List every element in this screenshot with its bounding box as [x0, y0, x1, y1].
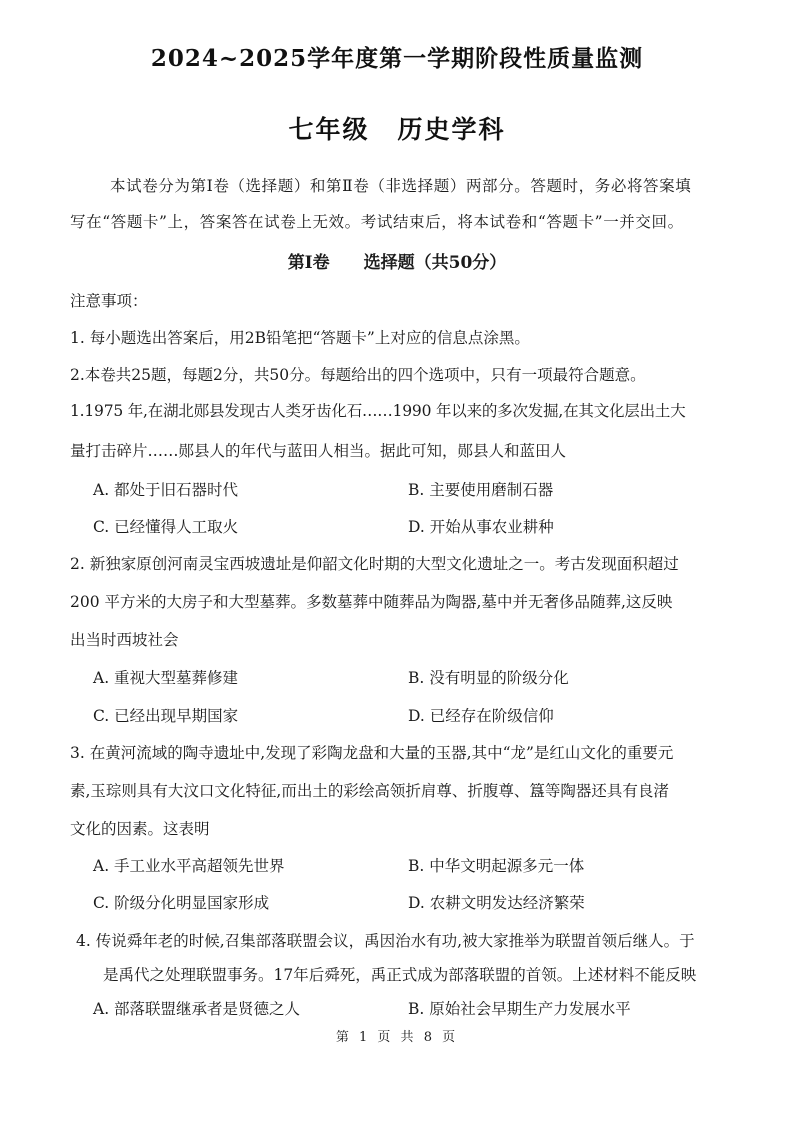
intro-line-2: 写在“答题卡”上，答案答在试卷上无效。考试结束后，将本试卷和“答题卡”一并交回。: [70, 213, 684, 231]
q2-line-2: 200 平方米的大房子和大型墓葬。多数墓葬中随葬品为陶器,墓中并无奢侈品随葬,这反映: [70, 593, 673, 611]
q4-option-b: B. 原始社会早期生产力发展水平: [408, 1000, 631, 1018]
q3-option-c: C. 阶级分化明显国家形成: [93, 894, 270, 912]
q2-option-c: C. 已经出现早期国家: [93, 707, 239, 725]
notes-heading: 注意事项：: [70, 292, 148, 310]
notes-item-1: 1. 每小题选出答案后，用2B铅笔把“答题卡”上对应的信息点涂黑。: [70, 329, 530, 347]
q1-option-b: B. 主要使用磨制石器: [408, 481, 554, 499]
q1-option-a: A. 都处于旧石器时代: [93, 481, 239, 499]
q3-option-a: A. 手工业水平高超领先世界: [93, 857, 285, 875]
section-heading: [0, 248, 794, 273]
q1-line-1: 1.1975 年,在湖北郧县发现古人类牙齿化石……1990 年以来的多次发掘,在其文化层出土大: [70, 402, 686, 420]
section-name: 选择题（共50分）: [363, 253, 507, 273]
notes-item-2: 2.本卷共25题，每题2分，共50分。每题给出的四个选项中，只有一项最符合题意。: [70, 366, 646, 384]
page-footer: 第 1 页 共 8 页: [335, 1030, 459, 1045]
q3-line-3: 文化的因素。这表明: [70, 820, 210, 838]
intro-line-1: 本试卷分为第Ⅰ卷（选择题）和第Ⅱ卷（非选择题）两部分。答题时，务必将答案填: [110, 177, 692, 195]
subject-label: 历史学科: [397, 115, 506, 144]
q1-option-c: C. 已经懂得人工取火: [93, 518, 239, 536]
q3-line-1: 3. 在黄河流域的陶寺遗址中,发现了彩陶龙盘和大量的玉器,其中“龙”是红山文化的重要元: [70, 744, 674, 762]
q3-option-b: B. 中华文明起源多元一体: [408, 857, 585, 875]
grade-label: 七年级: [288, 115, 370, 144]
q1-line-2: 量打击碎片……郧县人的年代与蓝田人相当。据此可知，郧县人和蓝田人: [70, 442, 567, 460]
q4-option-a: A. 部落联盟继承者是贤德之人: [93, 1000, 301, 1018]
q2-line-1: 2. 新独家原创河南灵宝西坡遗址是仰韶文化时期的大型文化遗址之一。考古发现面积超过: [70, 555, 679, 573]
section-part: 第Ⅰ卷: [287, 253, 330, 273]
exam-title: 2024~2025学年度第一学期阶段性质量监测: [150, 45, 644, 72]
exam-subtitle: [0, 110, 794, 146]
q4-line-1: 4. 传说舜年老的时候,召集部落联盟会议，禹因治水有功,被大家推举为联盟首领后继人。于: [76, 932, 695, 950]
q4-line-2: 是禹代之处理联盟事务。17年后舜死，禹正式成为部落联盟的首领。上述材料不能反映: [103, 966, 697, 984]
q2-line-3: 出当时西坡社会: [70, 631, 179, 649]
q3-line-2: 素,玉琮则具有大汶口文化特征,而出土的彩绘高领折肩尊、折腹尊、簋等陶器还具有良渚: [70, 782, 669, 800]
q2-option-a: A. 重视大型墓葬修建: [93, 669, 239, 687]
q2-option-d: D. 已经存在阶级信仰: [408, 707, 554, 725]
q3-option-d: D. 农耕文明发达经济繁荣: [408, 894, 585, 912]
q1-option-d: D. 开始从事农业耕种: [408, 518, 554, 536]
q2-option-b: B. 没有明显的阶级分化: [408, 669, 569, 687]
